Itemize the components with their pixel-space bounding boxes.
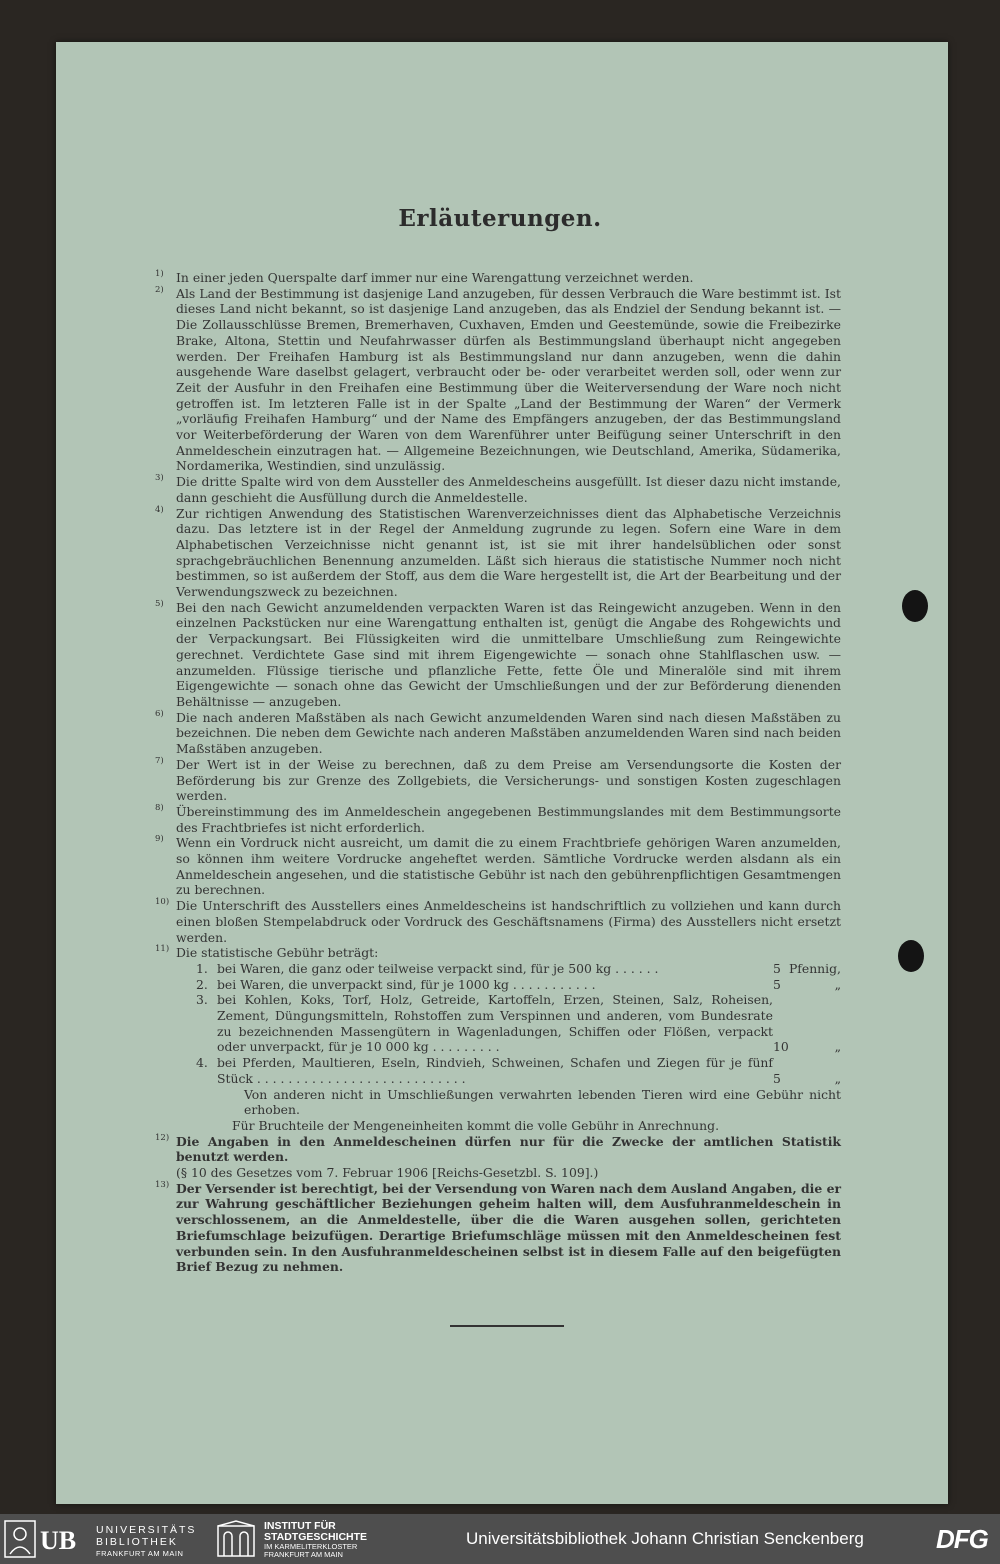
footnote-number: 4) xyxy=(155,504,164,515)
library-name: Universitätsbibliothek Johann Christian Senckenberg xyxy=(466,1529,864,1548)
fee-text: bei Waren, die ganz oder teilweise verpackt sind, für je 500 kg . . . . . . xyxy=(217,960,659,976)
fee-amount: 5 xyxy=(773,1070,781,1086)
note-text: Als Land der Bestimmung ist dasjenige Land anzugeben, für dessen Verbrauch die Ware bestimmt ist. Ist dieses Land nicht bekannt, so ist dasjenige Land anzugeben, das als Endziel der Sendung bekannt ist. — Die Zollausschlüsse Bremen, Bremerhaven, Cuxhaven, Emden und Geestemünde, sowie die Freibezirke Brake, Altona, Stettin und Neufahrwasser dürfen als Bestimmungsland überhaupt nicht angegeben werden. Der Freihafen Hamburg ist als Bestimmungsland nur dann anzugeben, wenn die dahin ausgehende Ware daselbst gelagert, verbraucht oder be- oder verarbeitet werden soll, oder wenn zur Zeit der Ausfuhr in den Freihafen eine Bestimmung über die Weiterversendung der Ware noch nicht getroffen ist. Im letzteren Falle ist in der Spalte „Land der Bestimmung der Waren“ der Vermerk „vorläufig Freihafen Hamburg“ und der Name des Empfängers anzugeben, der das Bestimmungsland vor Weiterbeförderung der Waren von dem Warenführer unter Beifügung seiner Unterschrift in den Anmeldeschein einzutragen hat. — Allgemeine Bezeichnungen, wie Deutschland, Amerika, Südamerika, Nordamerika, Westindien, sind unzulässig. xyxy=(176,285,841,474)
footnote-number: 3) xyxy=(155,473,164,484)
note-text: Wenn ein Vordruck nicht ausreicht, um damit die zu einem Frachtbriefe gehörigen Waren anzumelden, so können ihm weitere Vordrucke angeheftet werden. Sämtliche Vordrucke werden alsdann als ein Anmeldeschein angesehen, und die statistische Gebühr ist nach den gebührenpflichtigen Gesamtmengen zu berechnen. xyxy=(176,835,841,898)
footnote-number: 7) xyxy=(155,755,164,766)
note-text: Übereinstimmung des im Anmeldeschein angegebenen Bestimmungslandes mit dem Bestimmungsorte des Frachtbriefes ist nicht erforderlich. xyxy=(176,803,841,835)
footnote-number: 1) xyxy=(155,269,164,279)
note-12 xyxy=(155,1134,841,1181)
note-text: Zur richtigen Anwendung des Statistischen Warenverzeichnisses dient das Alphabetische Verzeichnis dazu. Das letztere ist in der Regel der Anmeldung zugrunde zu legen. Sofern eine Ware in dem Alphabetischen Verzeichnisse nicht genannt ist, ist sie mit ihrer handelsüblichen oder sonst sprachgebräuchlichen Benennung anzumelden. Läßt sich hieraus die statistische Nummer noch nicht bestimmen, so ist außerdem der Stoff, aus dem die Ware hergestellt ist, die Art der Bearbeitung und der Verwendungszweck zu bezeichnen. xyxy=(176,505,841,600)
fee-amount: 5 xyxy=(773,976,781,992)
institute-name-line: IM KARMELITERKLOSTER xyxy=(264,1542,358,1551)
ub-name-line: UNIVERSITÄTS xyxy=(96,1524,197,1536)
institute-logo-icon xyxy=(214,1520,258,1558)
fee-number: 2. xyxy=(196,976,208,992)
ub-name-line: FRANKFURT AM MAIN xyxy=(96,1549,184,1558)
fee-text: bei Kohlen, Koks, Torf, Holz, Getreide, Kartoffeln, Erzen, Steinen, Salz, Roheisen, Zement, Düngungsmitteln, Rohstoffen zum Verspinnen und anderen, vom Bundesrate zu bezeichnenden Massengütern in Wagenladungen, Schiffen oder Flößen, verpackt oder unverpackt, für je 10 000 kg . . . . . . . . . xyxy=(217,992,773,1055)
note-10 xyxy=(155,898,841,945)
punch-hole xyxy=(898,940,924,972)
institute-name-line: STADTGESCHICHTE xyxy=(264,1531,368,1543)
fee-number: 1. xyxy=(196,960,208,976)
footnote-number: 2) xyxy=(155,284,164,295)
fee-unit: „ xyxy=(834,976,841,992)
note-5 xyxy=(155,600,841,710)
note-text: Der Wert ist in der Weise zu berechnen, daß zu dem Preise am Versendungsorte die Kosten der Beförderung bis zur Grenze des Zollgebiets, die Versicherungs- und sonstigen Kosten zugeschlagen werden. xyxy=(176,756,841,804)
note-text: Die Angaben in den Anmeldescheinen dürfen nur für die Zwecke der amtlichen Statistik benutzt werden. xyxy=(176,1133,841,1165)
fee-amount: 10 xyxy=(773,1039,789,1055)
svg-text:UB: UB xyxy=(40,1526,77,1555)
fee-unit: Pfennig, xyxy=(788,960,841,976)
footnote-number: 5) xyxy=(155,598,164,609)
fee-number: 3. xyxy=(196,992,208,1008)
note-7 xyxy=(155,757,841,804)
fee-text: bei Pferden, Maultieren, Eseln, Rindvieh, Schweinen, Schafen und Ziegen für je fünf Stück . . . . . . . . . . . . . . . . . . . . . . . . . . . xyxy=(217,1055,773,1086)
note-text: Die dritte Spalte wird von dem Aussteller des Anmeldescheins ausgefüllt. Ist dieser dazu nicht imstande, dann geschieht die Ausfüllung durch die Anmeldestelle. xyxy=(176,474,841,505)
punch-hole xyxy=(902,590,928,622)
note-text: Bei den nach Gewicht anzumeldenden verpackten Waren ist das Reingewicht anzugeben. Wenn in den einzelnen Packstücken nur eine Warengattung enthalten ist, genügt die Angabe des Rohgewichts und der Verpackungsart. Bei Flüssigkeiten wird die unmittelbare Umschließung zum Reingewichte gerechnet. Verdichtete Gase sind mit ihrem Eigengewichte — sonach ohne Stahlflaschen usw. — anzumelden. Flüssige tierische und pflanzliche Fette, fette Öle und Mineralöle sind mit ihrem Eigengewichte — sonach ohne das Gewicht der Umschließungen und der zur Beförderung dienenden Behältnisse — anzugeben. xyxy=(176,599,841,709)
fee-intro: Die statistische Gebühr beträgt: xyxy=(176,945,379,961)
note-text: Die Unterschrift des Ausstellers eines Anmeldescheins ist handschriftlich zu vollziehen und kann durch einen bloßen Stempelabdruck oder Vordruck des Geschäftsnamens (Firma) des Ausstellers nicht ersetzt werden. xyxy=(176,898,841,945)
footnote-number: 10) xyxy=(155,897,170,908)
fee-note: Von anderen nicht in Umschließungen verwahrten lebenden Tieren wird eine Gebühr nicht erhoben. xyxy=(244,1086,841,1118)
fee-note: Für Bruchteile der Mengeneinheiten kommt die volle Gebühr in Anrechnung. xyxy=(232,1117,720,1133)
ub-name xyxy=(96,1524,196,1560)
footnote-number: 13) xyxy=(155,1179,170,1190)
footer-bar xyxy=(0,1514,1000,1564)
note-11 xyxy=(155,945,841,1133)
footnote-number: 6) xyxy=(155,708,164,719)
ub-name-line: BIBLIOTHEK xyxy=(96,1536,178,1548)
footnote-number: 8) xyxy=(155,802,164,813)
footnote-number: 9) xyxy=(155,834,164,845)
note-6 xyxy=(155,710,841,757)
fee-unit: „ xyxy=(834,1039,841,1055)
fee-unit: „ xyxy=(834,1070,841,1086)
note-13 xyxy=(155,1181,841,1275)
law-reference: (§ 10 des Gesetzes vom 7. Februar 1906 [Reichs-Gesetzbl. S. 109].) xyxy=(176,1165,599,1181)
fee-list xyxy=(196,961,841,1134)
fee-item xyxy=(196,977,841,993)
fee-item xyxy=(196,992,841,1055)
dfg-logo: DFG xyxy=(936,1524,988,1554)
page-title: Erläuterungen. xyxy=(398,205,602,232)
footnote-number: 11) xyxy=(155,944,170,955)
note-1 xyxy=(155,270,841,286)
note-text: Die nach anderen Maßstäben als nach Gewicht anzumeldenden Waren sind nach diesen Maßstäben zu bezeichnen. Die neben dem Gewichte nach anderen Maßstäben anzumeldenden Waren sind nach beiden Maßstäben anzugeben. xyxy=(176,709,841,757)
note-4 xyxy=(155,506,841,600)
note-3 xyxy=(155,474,841,505)
fee-text: bei Waren, die unverpackt sind, für je 1000 kg . . . . . . . . . . . xyxy=(217,976,596,992)
note-2 xyxy=(155,286,841,474)
fee-number: 4. xyxy=(196,1055,208,1071)
note-8 xyxy=(155,804,841,835)
note-text: In einer jeden Querspalte darf immer nur eine Warengattung verzeichnet werden. xyxy=(176,270,694,285)
notes-list xyxy=(155,270,841,1275)
footnote-number: 12) xyxy=(155,1132,170,1143)
fee-item xyxy=(196,961,841,977)
fee-item xyxy=(196,1055,841,1086)
institute-name xyxy=(264,1521,367,1559)
institute-name-line: INSTITUT FÜR xyxy=(264,1520,336,1532)
fee-amount: 5 xyxy=(773,960,781,976)
note-text: Der Versender ist berechtigt, bei der Versendung von Waren nach dem Ausland Angaben, die er zur Wahrung geschäftlicher Beziehungen geheim halten will, dem Ausfuhranmeldeschein in verschlossenem, an die Anmeldestelle, über die die Waren ausgehen sollen, gerichteten Briefumschlage beizufügen. Derartige Briefumschläge müssen mit den Anmeldescheinen fest verbunden sein. In den Ausfuhranmeldescheinen selbst ist in diesem Falle auf den beigefügten Brief Bezug zu nehmen. xyxy=(176,1180,841,1275)
institute-name-line: FRANKFURT AM MAIN xyxy=(264,1550,343,1559)
ub-logo-icon xyxy=(4,1520,90,1558)
note-9 xyxy=(155,835,841,898)
end-rule xyxy=(450,1325,564,1327)
